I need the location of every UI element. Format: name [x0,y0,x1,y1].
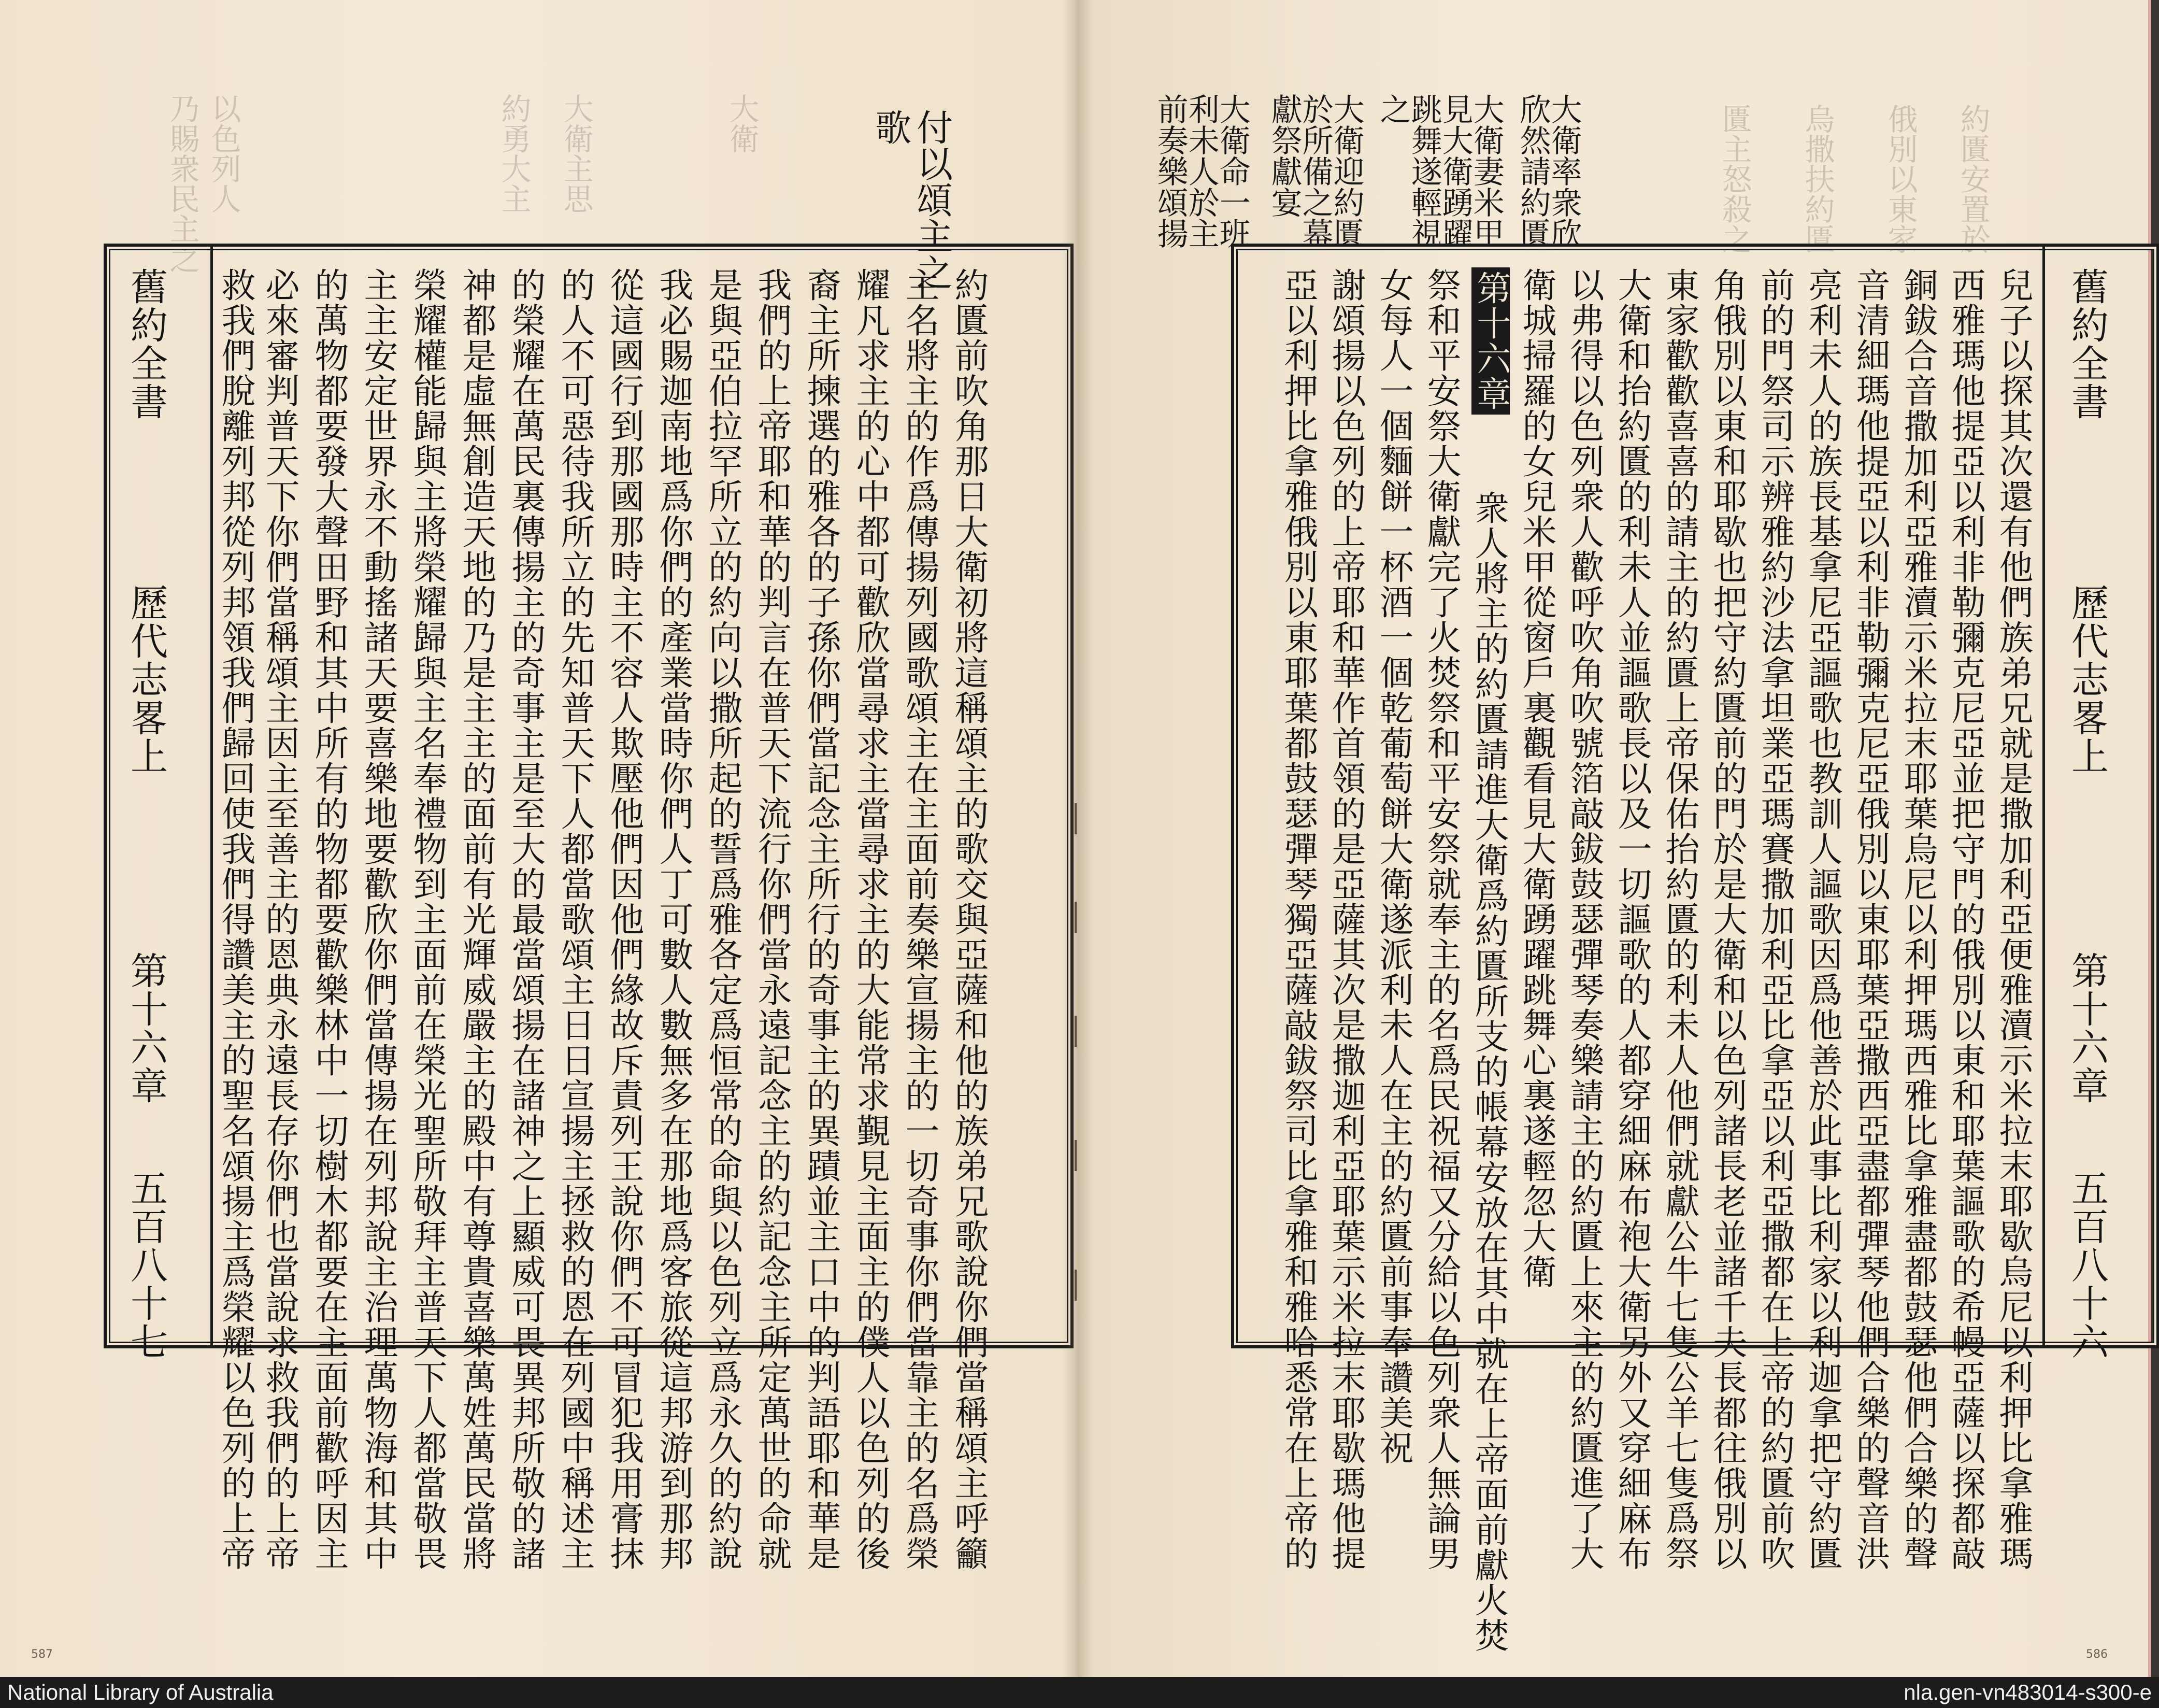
text-column: 銅鈸合音撒加利亞雅瀆示米拉末耶葉烏尼以利押瑪西雅比拿雅盡都鼓瑟他們合樂的聲 [1898,267,1938,1571]
text-column: 亞以利押比拿雅俄別以東耶葉都鼓瑟彈琴獨亞薩敲鈸祭司比拿雅和雅哈悉常在上帝的 [1278,267,1318,1571]
attribution-bar [0,1677,2159,1708]
page-587 [0,0,1076,1677]
margin-note: 大衛率衆欣 [1546,93,1582,249]
margin-note: 前奏樂頌揚 [1152,93,1189,249]
margin-note: 大衛妻米甲 [1468,93,1505,249]
text-frame [1231,244,2159,1653]
text-column: 的萬物都要發大聲田野和其中所有的物都要歡樂林中一切樹木都要在主面前歡呼因主 [309,267,349,1571]
margin-note: 於所備之幕 [1297,93,1334,249]
text-column: 是與亞伯拉罕所立的約向以撒所起的誓爲雅各定爲恒常的命與以色列立爲永久的約說 [703,267,742,1571]
text-column: 謝頌揚以色列的上帝耶和華作首領的是亞薩其次是撒迦利亞耶葉示米拉末耶歇瑪他提 [1326,267,1366,1571]
text-column: 約匱前吹角那日大衛初將這稱頌主的歌交與亞薩和他的族弟兄歌說你們當稱頌主呼籲 [949,267,989,1571]
section-title: 歷代志畧上 [2065,583,2109,775]
book-title: 舊約全書 [124,267,168,421]
margin-note: 之 [1375,93,1411,124]
text-column: 角俄別以東和耶歇也把守約匱前的門於是大衛和以色列諸長老並諸千夫長都往俄別以 [1707,267,1747,1571]
chapter-label: 第十六章 [2065,951,2109,1105]
binding-stitch [1075,1016,1077,1047]
bleed-through-text: 以色列人 [206,93,241,214]
text-column: 的榮耀在萬民裏傳揚主的奇事主是至大的最當頌揚在諸神之上顯威可畏異邦所敬的諸 [506,267,546,1571]
binding-stitch [1075,1140,1077,1171]
margin-note: 大衛命一班 [1214,93,1251,249]
bleed-through-text: 約勇大主 [496,93,532,214]
bleed-through-text: 匱主怒殺之 [1717,104,1752,254]
bleed-through-text: 烏撒扶約匱 [1799,104,1835,254]
chapter-heading: 第十六章 [1471,267,1510,415]
header-rule [210,247,213,1345]
text-frame [104,244,1074,1571]
binding-stitch [1075,803,1077,834]
text-column: 祭和平安祭大衛獻完了火焚祭和平安祭就奉主的名爲民祝福又分給以色列衆人無論男 [1421,267,1461,1571]
section-title: 歷代志畧上 [124,583,168,775]
text-column: 神都是虛無創造天地的乃是主主的面前有光輝威嚴主的殿中有尊貴喜樂萬姓萬民當將 [456,267,496,1571]
text-column: 衛城掃羅的女兒米甲從窗戶裏觀看見大衛踴躍跳舞心裏遂輕忽大衛 [1517,267,1556,1289]
margin-note: 跳舞遂輕視 [1406,93,1442,249]
text-column: 以弗得以色列衆人歡呼吹角吹號箔敲鈸鼓瑟彈琴奏樂請主的約匱上來主的約匱進了大 [1564,267,1604,1571]
margin-note: 歌 [869,109,912,145]
margin-note: 付以頌主之 [910,109,953,290]
text-column: 主名將主的作爲傳揚列國歌頌主在主面前奏樂宣揚主的一切奇事你們當靠主的名爲榮 [899,267,939,1571]
text-column: 大衛和抬約匱的利未人並謳歌長以及一切謳歌的人都穿細麻布袍大衛另外又穿細麻布 [1612,267,1652,1571]
book-gutter [1062,0,1093,1677]
item-identifier: nla.gen-vn483014-s300-e [1904,1680,2152,1704]
margin-note: 大衛迎約匱 [1328,93,1365,249]
text-column: 女每人一個麵餅一杯酒一個乾葡萄餅大衛遂派利未人在主的約匱前事奉讚美祝 [1374,267,1413,1465]
text-column: 耀凡求主的心中都可歡欣當尋求主當尋求主的大能常求覲見主面主的僕人以色列的後 [850,267,890,1571]
text-column: 東家歡歡喜喜的請主的約匱上帝保佑抬約匱的利未人他們就獻公牛七隻公羊七隻爲祭 [1660,267,1699,1571]
page-stamp: 587 [31,1648,53,1661]
binding-stitch [1075,902,1077,933]
bleed-through-text: 大衛 [724,93,760,153]
margin-note: 利未人於主 [1183,93,1220,249]
text-column: 的人不可惡待我所立的先知普天下人都當歌頌主日日宣揚主拯救的恩在列國中稱述主 [555,267,595,1571]
bleed-through-text: 約匱安置於 [1955,104,1991,254]
text-column: 亮利未人的族長基拿尼亞謳歌也教訓人謳歌因爲他善於此事比利家以利迦拿把守約匱 [1803,267,1842,1571]
text-column: 從這國行到那國那時主不容人欺壓他們因他們緣故斥責列王說你們不可冒犯我用膏抹 [604,267,644,1571]
library-name: National Library of Australia [7,1680,274,1704]
text-column: 我們的上帝耶和華的判言在普天下流行你們當永遠記念主的約記念主所定萬世的命就 [752,267,792,1571]
page-stamp: 586 [2086,1648,2108,1661]
text-column: 必來審判普天下你們當稱頌主因主至善主的恩典永遠長存你們也當說求救我們的上帝 [260,267,299,1571]
book-title: 舊約全書 [2065,267,2109,421]
margin-note: 見大衛踴躍 [1437,93,1474,249]
bleed-through-text: 大衛主思 [558,93,594,214]
text-column: 兒子以探其次還有他們族弟兄就是撒加利亞便雅瀆示米拉末耶歇烏尼以利押比拿雅瑪 [1993,267,2033,1571]
bleed-through-text: 俄別以東家 [1882,104,1918,254]
text-column: 我必賜迦南地爲你們的產業當時你們人丁可數人數無多在那地爲客旅從這邦游到那邦 [653,267,693,1571]
header-rule [2042,247,2045,1345]
text-column: 衆人將主的約匱請進大衛爲約匱所支的帳幕安放在其中就在上帝面前獻火焚 [1469,490,1509,1653]
page-number: 五百八十六 [2065,1169,2109,1361]
text-column: 西雅瑪他提亞以利非勒彌克尼亞並把守門的俄別以東和耶葉謳歌的希幔亞薩以探都敲 [1946,267,1985,1571]
text-column: 前的門祭司示辨雅約沙法拿坦業亞瑪賽撒加利亞比拿亞以利亞撒都在上帝的約匱前吹 [1755,267,1795,1571]
margin-note: 欣然請約匱 [1514,93,1551,249]
text-column: 主主安定世界永不動搖諸天要喜樂地要歡欣你們當傳揚在列邦說主治理萬物海和其中 [358,267,398,1571]
binding-stitch [1075,1270,1077,1301]
text-column: 裔主所揀選的雅各的子孫你們當記念主所行的奇事主的異蹟並主口中的判語耶和華是 [801,267,841,1571]
chapter-label: 第十六章 [124,951,168,1105]
text-column: 榮耀權能歸與主將榮耀歸與主名奉禮物到主面前在榮光聖所敬拜主普天下人都當敬畏 [407,267,447,1571]
page-number: 五百八十七 [124,1169,168,1361]
page-586 [1076,0,2151,1677]
text-column: 音清細瑪他提亞以利非勒彌克尼亞俄別以東耶葉亞撒西亞盡都彈琴他們合樂的聲音洪 [1850,267,1890,1571]
text-column: 救我們脫離列邦從列邦領我們歸回使我們得讚美主的聖名頌揚主爲榮耀以色列的上帝 [216,267,255,1571]
bleed-through-text: 乃賜衆民主之 [164,93,200,274]
margin-note: 獻祭獻宴 [1266,93,1303,218]
